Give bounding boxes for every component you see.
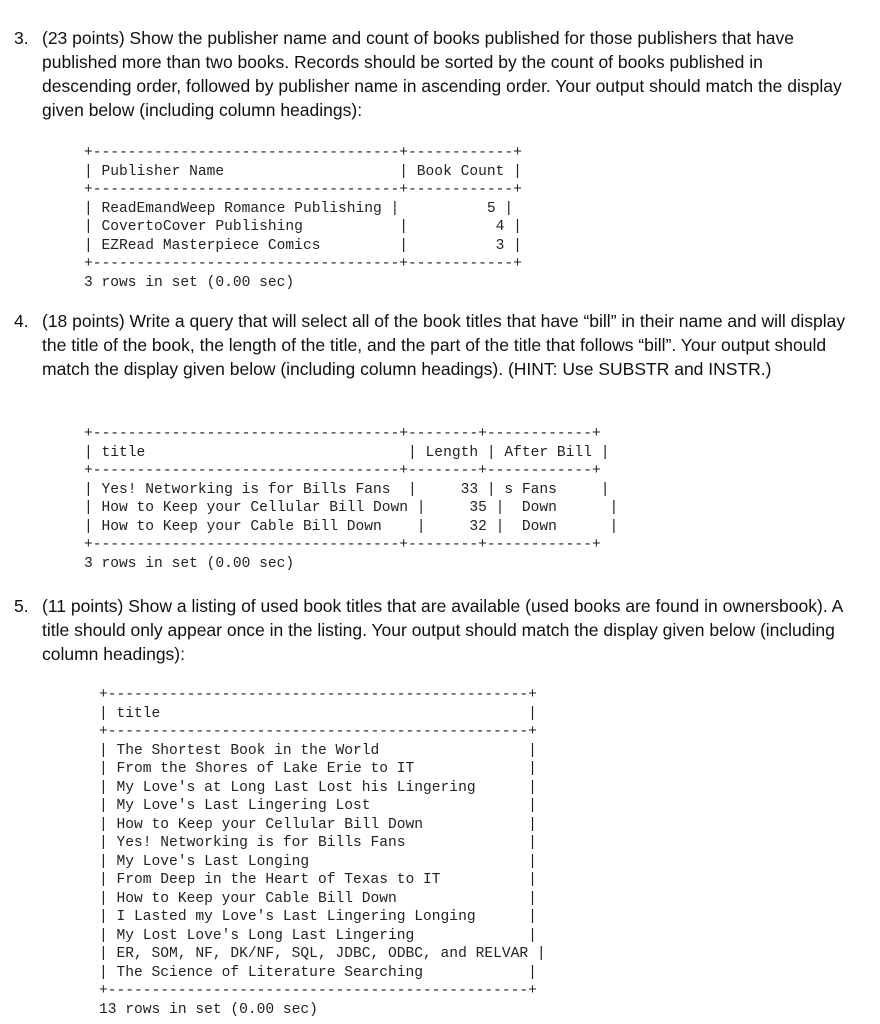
output-line: | EZRead Masterpiece Comics | 3 | [84,237,522,254]
output-line: | ReadEmandWeep Romance Publishing | 5 | [84,200,514,217]
output-line: | ER, SOM, NF, DK/NF, SQL, JDBC, ODBC, and RELVAR | [99,946,546,962]
output-line: 3 rows in set (0.00 sec) [84,555,295,572]
output-line: +------------------------------------------------+ [99,724,537,740]
query-output-3 [84,144,522,292]
output-line: +-----------------------------------+------------+ [84,145,522,161]
output-line: | My Love's Last Lingering Lost | [99,798,537,814]
question-3 [14,26,854,122]
query-output-5 [99,686,546,1019]
question-number: 4. [14,311,29,331]
question-text: (11 points) Show a listing of used book titles that are available (used books are found in ownersbook). A title should only appear once in the listing. Your output should match the display given below (including column headings): [42,596,843,664]
question-number: 3. [14,28,29,48]
output-line: | I Lasted my Love's Last Lingering Longing | [99,909,537,925]
output-line: +-----------------------------------+--------+------------+ [84,426,601,442]
output-line: | My Love's at Long Last Lost his Lingering | [99,779,537,796]
question-4 [14,309,854,405]
output-line: | Yes! Networking is for Bills Fans | 33 | s Fans | [84,481,610,498]
query-output-4 [84,425,618,573]
output-line: | My Lost Love's Long Last Lingering | [99,927,537,944]
output-line: | Yes! Networking is for Bills Fans | [99,835,537,851]
output-line: | From the Shores of Lake Erie to IT | [99,761,537,777]
output-line: +-----------------------------------+------------+ [84,182,522,198]
question-text: (23 points) Show the publisher name and count of books published for those publishers that have published more than two books. Records should be sorted by the count of books published in descending order, followed by publisher name in ascending order. Your output should match the display given below (including column headings): [42,28,842,120]
output-line: | title | [99,705,537,722]
output-line: 3 rows in set (0.00 sec) [84,274,295,291]
output-line: +-----------------------------------+--------+------------+ [84,463,601,479]
output-line: +------------------------------------------------+ [99,687,537,703]
output-line: | The Shortest Book in the World | [99,742,537,759]
output-line: 13 rows in set (0.00 sec) [99,1001,318,1018]
output-line: | From Deep in the Heart of Texas to IT | [99,872,537,888]
output-line: | title | Length | After Bill | [84,444,610,461]
question-number: 5. [14,596,29,616]
output-line: | How to Keep your Cellular Bill Down | 35 | Down | [84,500,619,516]
question-text: (18 points) Write a query that will select all of the book titles that have “bill” in their name and will display the title of the book, the length of the title, and the part of the title that follows “bill”. Your output should match the display given below (including column headings). (HINT: Use SUBSTR and INSTR.) [42,311,846,379]
output-line: | How to Keep your Cable Bill Down | [99,890,537,907]
output-line: +-----------------------------------+--------+------------+ [84,537,601,553]
output-line: +------------------------------------------------+ [99,983,537,999]
output-line: | My Love's Last Longing | [99,853,537,870]
output-line: | How to Keep your Cable Bill Down | 32 | Down | [84,518,619,535]
output-line: +-----------------------------------+------------+ [84,256,522,272]
output-line: | Publisher Name | Book Count | [84,163,522,180]
output-line: | How to Keep your Cellular Bill Down | [99,816,537,833]
output-line: | CovertoCover Publishing | 4 | [84,219,522,235]
question-5 [14,594,854,666]
output-line: | The Science of Literature Searching | [99,964,537,981]
